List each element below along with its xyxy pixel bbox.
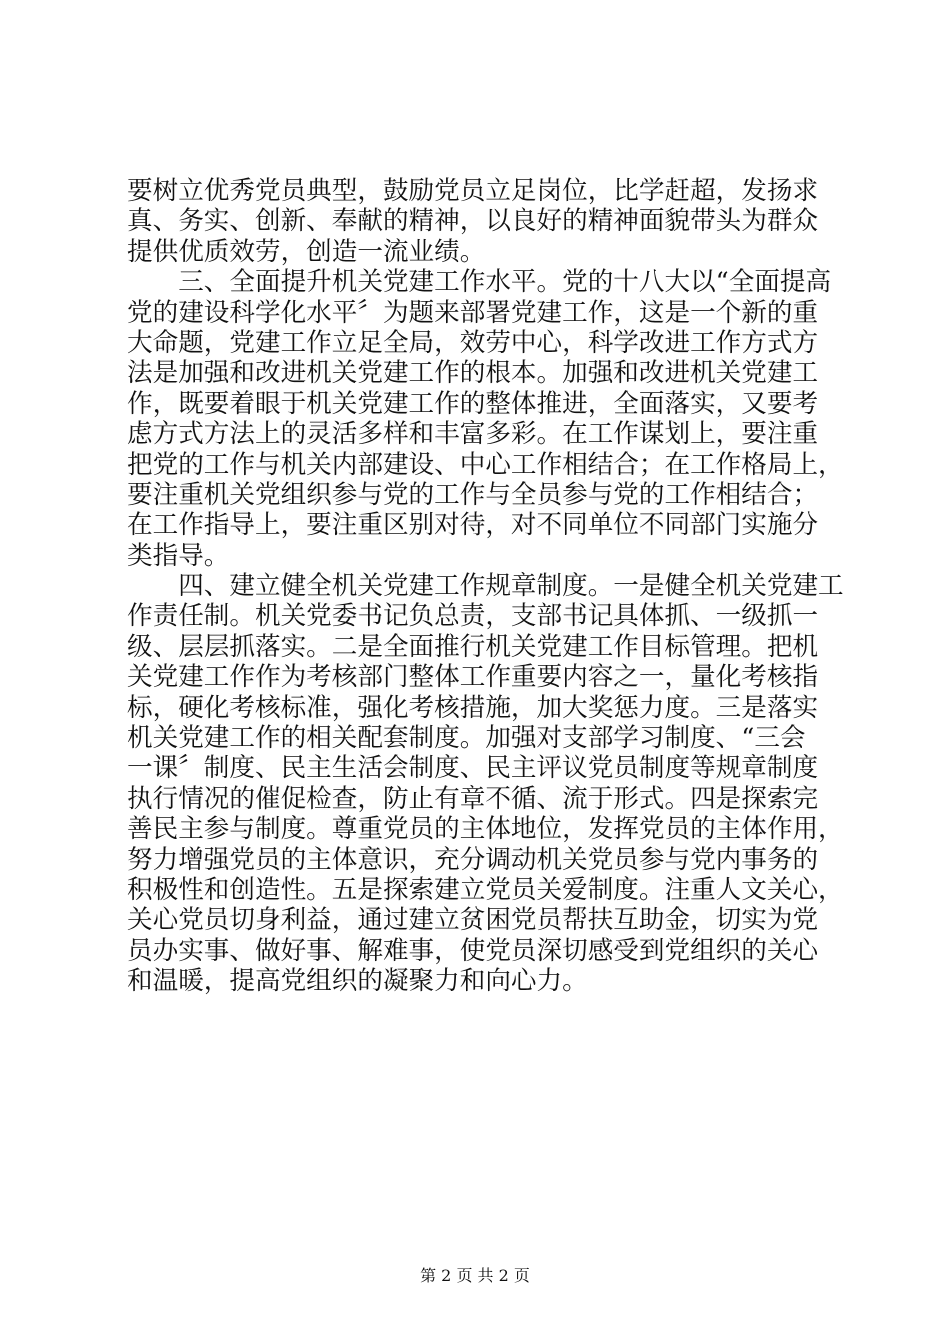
text-line: 关党建工作作为考核部门整体工作重要内容之一，量化考核指 (127, 662, 819, 693)
text-line: 标，硬化考核标准，强化考核措施，加大奖惩力度。三是落实 (127, 692, 819, 723)
page-number-label: 第 2 页 共 2 页 (420, 1266, 530, 1285)
text-line: 员办实事、做好事、解难事，使党员深切感受到党组织的关心 (127, 935, 819, 966)
text-line: 类指导。 (127, 540, 230, 571)
paragraph-3 (127, 571, 844, 997)
text-line: 在工作指导上，要注重区别对待，对不同单位不同部门实施分 (127, 510, 819, 541)
page-footer (0, 1266, 950, 1286)
text-line: 执行情况的催促检查，防止有章不循、流于形式。四是探索完 (127, 783, 819, 814)
text-line: 四、建立健全机关党建工作规章制度。一是健全机关党建工 (127, 571, 844, 602)
text-line: 大命题，党建工作立足全局，效劳中心，科学改进工作方式方 (127, 327, 819, 358)
text-line: 一课〞制度、民主生活会制度、民主评议党员制度等规章制度 (127, 753, 819, 784)
text-line: 提供优质效劳，创造一流业绩。 (127, 236, 486, 267)
text-line: 党的建设科学化水平〞为题来部署党建工作，这是一个新的重 (127, 297, 819, 328)
text-line: 作，既要着眼于机关党建工作的整体推进，全面落实，又要考 (127, 388, 819, 419)
document-body (127, 176, 844, 997)
text-line: 作责任制。机关党委书记负总责，支部书记具体抓、一级抓一 (127, 601, 819, 632)
text-line: 级、层层抓落实。二是全面推行机关党建工作目标管理。把机 (127, 631, 819, 662)
text-line: 三、全面提升机关党建工作水平。党的十八大以“全面提高 (127, 267, 832, 298)
text-line: 要注重机关党组织参与党的工作与全员参与党的工作相结合； (127, 479, 819, 510)
paragraph-1 (127, 176, 837, 267)
text-line: 善民主参与制度。尊重党员的主体地位，发挥党员的主体作用， (127, 814, 844, 845)
text-line: 积极性和创造性。五是探索建立党员关爱制度。注重人文关心， (127, 874, 844, 905)
paragraph-2 (127, 267, 844, 571)
text-line: 机关党建工作的相关配套制度。加强对支部学习制度、“三会 (127, 723, 806, 754)
text-line: 努力增强党员的主体意识，充分调动机关党员参与党内事务的 (127, 844, 819, 875)
text-line: 把党的工作与机关内部建设、中心工作相结合；在工作格局上， (127, 449, 844, 480)
text-line: 法是加强和改进机关党建工作的根本。加强和改进机关党建工 (127, 358, 819, 389)
text-line: 虑方式方法上的灵活多样和丰富多彩。在工作谋划上，要注重 (127, 419, 819, 450)
text-line: 要树立优秀党员典型，鼓励党员立足岗位，比学赶超，发扬求 (127, 176, 819, 206)
text-line: 和温暖，提高党组织的凝聚力和向心力。 (127, 966, 588, 997)
text-line: 真、务实、创新、奉献的精神，以良好的精神面貌带头为群众 (127, 206, 819, 237)
text-line: 关心党员切身利益，通过建立贫困党员帮扶互助金，切实为党 (127, 905, 819, 936)
